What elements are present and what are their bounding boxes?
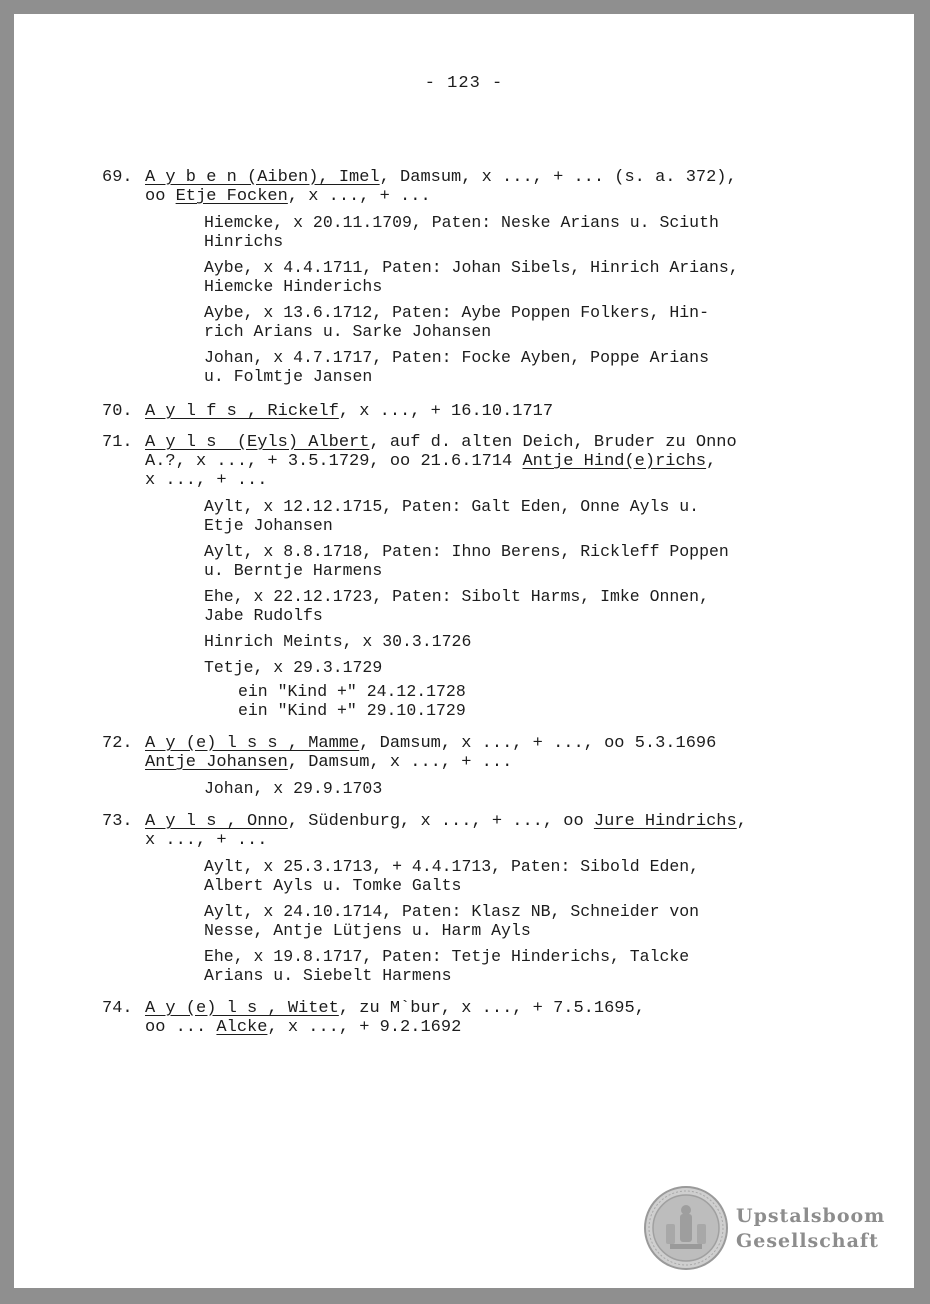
child-record [204,947,842,985]
child-record-line: Johan, x 4.7.1717, Paten: Focke Ayben, Poppe Arians [204,348,709,367]
genealogy-entry [102,999,842,1037]
entry-number: 69. [102,168,133,187]
child-record [204,348,842,386]
burial-note: ein "Kind +" 24.12.1728 [238,682,466,701]
society-seal-icon [644,1186,728,1270]
entry-text: , x ..., + 9.2.1692 [267,1018,462,1037]
genealogy-entry [102,168,842,386]
child-record-line: Aylt, x 12.12.1715, Paten: Galt Eden, Onne Ayls u. [204,497,700,516]
entry-heading-line [145,187,842,206]
child-record [204,632,842,651]
child-record-line: Albert Ayls u. Tomke Galts [204,876,462,895]
entry-text: , [706,452,717,471]
entry-number: 70. [102,402,133,421]
entry-number: 73. [102,812,133,831]
burial-note: ein "Kind +" 29.10.1729 [238,701,466,720]
entry-heading-line [145,433,842,452]
person-name: A y l s (Eyls) Albert [145,433,370,452]
burial-notes [102,682,842,720]
child-record-line: Hinrich Meints, x 30.3.1726 [204,632,472,651]
entry-text: , Damsum, x ..., + ... (s. a. 372), [379,168,737,187]
document-page [14,14,914,1288]
child-record [204,658,842,677]
entry-text: , Damsum, x ..., + ... [287,753,513,772]
genealogy-entry [102,734,842,798]
entry-text: , x ..., + 16.10.1717 [338,402,554,421]
child-record-line: Jabe Rudolfs [204,606,323,625]
entry-text: , [736,812,747,831]
entry-heading [102,402,842,421]
entry-number: 72. [102,734,133,753]
child-record-line: Aylt, x 25.3.1713, + 4.4.1713, Paten: Sibold Eden, [204,857,700,876]
entry-text: , zu M`bur, x ..., + 7.5.1695, [338,999,645,1018]
page-number: - 123 - [424,74,504,93]
child-record [204,779,842,798]
child-record-line: Aylt, x 8.8.1718, Paten: Ihno Berens, Rickleff Poppen [204,542,729,561]
entry-heading-line [145,452,842,471]
entry-heading-text [145,402,842,421]
genealogy-entry [102,433,842,720]
child-record-line: u. Berntje Harmens [204,561,383,580]
child-record-line: Etje Johansen [204,516,333,535]
entry-text: x ..., + ... [145,831,268,850]
child-record-line: rich Arians u. Sarke Johansen [204,322,492,341]
child-record [204,258,842,296]
person-name: A y b e n (Aiben), Imel [145,168,380,187]
child-record-line: Johan, x 29.9.1703 [204,779,383,798]
genealogy-entry [102,402,842,421]
person-name: Jure Hindrichs [593,812,737,831]
child-record-line: Hiemcke Hinderichs [204,277,383,296]
entry-text: , Südenburg, x ..., + ..., oo [287,812,594,831]
person-name: Etje Focken [175,187,288,206]
entry-heading-line [145,734,842,753]
entry-heading-line [145,1018,842,1037]
entry-heading-line [145,831,842,850]
child-record [204,303,842,341]
entry-heading-line [145,471,842,490]
person-name: A y l s , Onno [145,812,288,831]
entry-text: x ..., + ... [145,471,268,490]
child-record [204,857,842,895]
entry-heading-text [145,433,842,490]
entry-heading-line [145,999,842,1018]
child-record-line: Aylt, x 24.10.1714, Paten: Klasz NB, Schneider von [204,902,700,921]
entry-text: A.?, x ..., + 3.5.1729, oo 21.6.1714 [145,452,523,471]
entry-text: oo ... [145,1018,217,1037]
child-record-line: Aybe, x 13.6.1712, Paten: Aybe Poppen Folkers, Hin- [204,303,709,322]
entry-number: 71. [102,433,133,452]
entry-heading [102,812,842,850]
watermark-line-1: Upstalsboom [736,1205,886,1227]
society-watermark [736,1204,885,1254]
person-name: A y (e) l s , Witet [145,999,339,1018]
child-record-line: Aybe, x 4.4.1711, Paten: Johan Sibels, Hinrich Arians, [204,258,739,277]
entry-text: , Damsum, x ..., + ..., oo 5.3.1696 [359,734,717,753]
entry-heading-text [145,168,842,206]
child-record-line: Tetje, x 29.3.1729 [204,658,383,677]
entry-text: oo [145,187,176,206]
entry-heading-line [145,402,842,421]
watermark-line-2: Gesellschaft [736,1230,879,1252]
person-name: A y l f s , Rickelf [145,402,339,421]
person-name: Antje Johansen [145,753,288,772]
entry-heading [102,999,842,1037]
child-record [204,497,842,535]
person-name: Alcke [216,1018,268,1037]
child-record-line: Ehe, x 19.8.1717, Paten: Tetje Hinderichs, Talcke [204,947,690,966]
child-record-line: u. Folmtje Jansen [204,367,373,386]
child-record-line: Ehe, x 22.12.1723, Paten: Sibolt Harms, Imke Onnen, [204,587,709,606]
genealogy-entry [102,812,842,985]
entry-heading-text [145,812,842,850]
child-record-line: Hinrichs [204,232,284,251]
entry-heading-line [145,753,842,772]
child-record [204,213,842,251]
child-record [204,902,842,940]
child-record [204,587,842,625]
entry-number: 74. [102,999,133,1018]
child-record-line: Nesse, Antje Lütjens u. Harm Ayls [204,921,531,940]
entry-heading [102,734,842,772]
entry-text: , auf d. alten Deich, Bruder zu Onno [369,433,737,452]
entry-heading-line [145,812,842,831]
child-record [204,542,842,580]
entry-text: , x ..., + ... [287,187,431,206]
entry-heading-text [145,734,842,772]
child-record-line: Arians u. Siebelt Harmens [204,966,452,985]
person-name: Antje Hind(e)richs [522,452,707,471]
person-name: A y (e) l s s , Mamme [145,734,360,753]
genealogy-entry-list [102,168,842,1037]
entry-heading-line [145,168,842,187]
child-record-line: Hiemcke, x 20.11.1709, Paten: Neske Arians u. Sciuth [204,213,719,232]
entry-heading [102,433,842,490]
entry-heading [102,168,842,206]
entry-heading-text [145,999,842,1037]
